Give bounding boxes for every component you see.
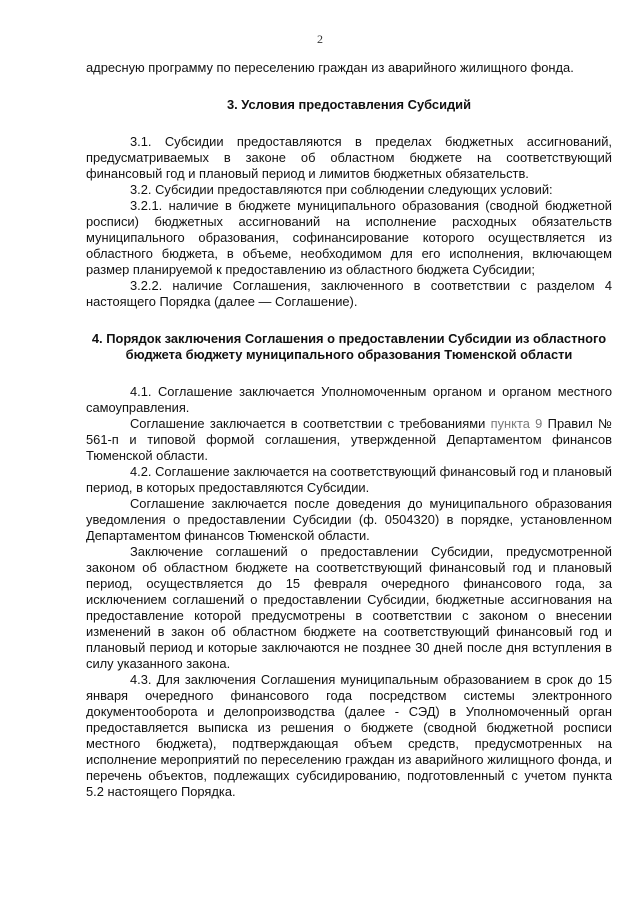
intro-paragraph: адресную программу по переселению граждан из аварийного жилищного фонда. (86, 60, 574, 75)
paragraph-3-2-1: 3.2.1. наличие в бюджете муниципального образования (сводной бюджетной росписи) бюджетных ассигнований на исполнение расходных обязательств муниципального образования, софинансирование которого осуществляется из областного бюджета, в объеме, необходимом для его исполнения, включающем размер планируемой к предоставлению из областного бюджета Субсидии; (86, 198, 612, 277)
paragraph-4-2-c: Заключение соглашений о предоставлении Субсидии, предусмотренной законом об областном бюджете на соответствующий финансовый год и плановый период, осуществляется до 15 февраля очередного финансового года, за исключением соглашений о предоставлении Субсидии, бюджетные ассигнования на предоставление которой предусмотрены в соответствии с законом о внесении изменений в закон об областном бюджете на соответствующий финансовый год и плановый период и которые заключаются не позднее 30 дней после дня вступления в силу указанного закона. (86, 544, 612, 671)
paragraph-4-3: 4.3. Для заключения Соглашения муниципальным образованием в срок до 15 января очередного финансового года посредством системы электронного документооборота и делопроизводства (далее - СЭД) в Уполномоченный орган предоставляется выписка из решения о бюджете (сводной бюджетной росписи местного бюджета), подтверждающая объем средств, предусмотренных на исполнение мероприятий по переселению граждан из аварийного жилищного фонда, и перечень объектов, подлежащих субсидированию, подготовленный с учетом пункта 5.2 настоящего Порядка. (86, 672, 612, 799)
point-9-link[interactable]: пункта 9 (490, 416, 543, 431)
document-body (86, 60, 612, 800)
page-number: 2 (317, 32, 323, 46)
paragraph-4-1-b-text: Соглашение заключается в соответствии с требованиями (130, 416, 491, 431)
paragraph-3-2: 3.2. Субсидии предоставляются при соблюдении следующих условий: (130, 182, 553, 197)
paragraph-3-1: 3.1. Субсидии предоставляются в пределах бюджетных ассигнований, предусматриваемых в законе об областном бюджете на соответствующий финансовый год и плановый период и лимитов бюджетных обязательств. (86, 134, 612, 181)
paragraph-4-1-b (86, 416, 612, 464)
paragraph-3-2-2: 3.2.2. наличие Соглашения, заключенного в соответствии с разделом 4 настоящего Порядка (далее — Соглашение). (86, 278, 612, 309)
paragraph-4-2-b: Соглашение заключается после доведения до муниципального образования уведомления о предоставлении Субсидии (ф. 0504320) в порядке, установленном Департаментом финансов Тюменской области. (86, 496, 612, 543)
paragraph-4-1-b-text-end: Правил № 561-п и типовой формой соглашения, утвержденной Департаментом финансов Тюменской области. (86, 416, 612, 463)
paragraph-4-2: 4.2. Соглашение заключается на соответствующий финансовый год и плановый период, в которых предоставляются Субсидии. (86, 464, 612, 495)
section-3-heading: 3. Условия предоставления Субсидий (226, 97, 472, 112)
paragraph-4-1: 4.1. Соглашение заключается Уполномоченным органом и органом местного самоуправления. (86, 384, 612, 415)
section-4-heading: 4. Порядок заключения Соглашения о предоставлении Субсидии из областного бюджета бюджету муниципального образования Тюменской области (91, 331, 607, 362)
